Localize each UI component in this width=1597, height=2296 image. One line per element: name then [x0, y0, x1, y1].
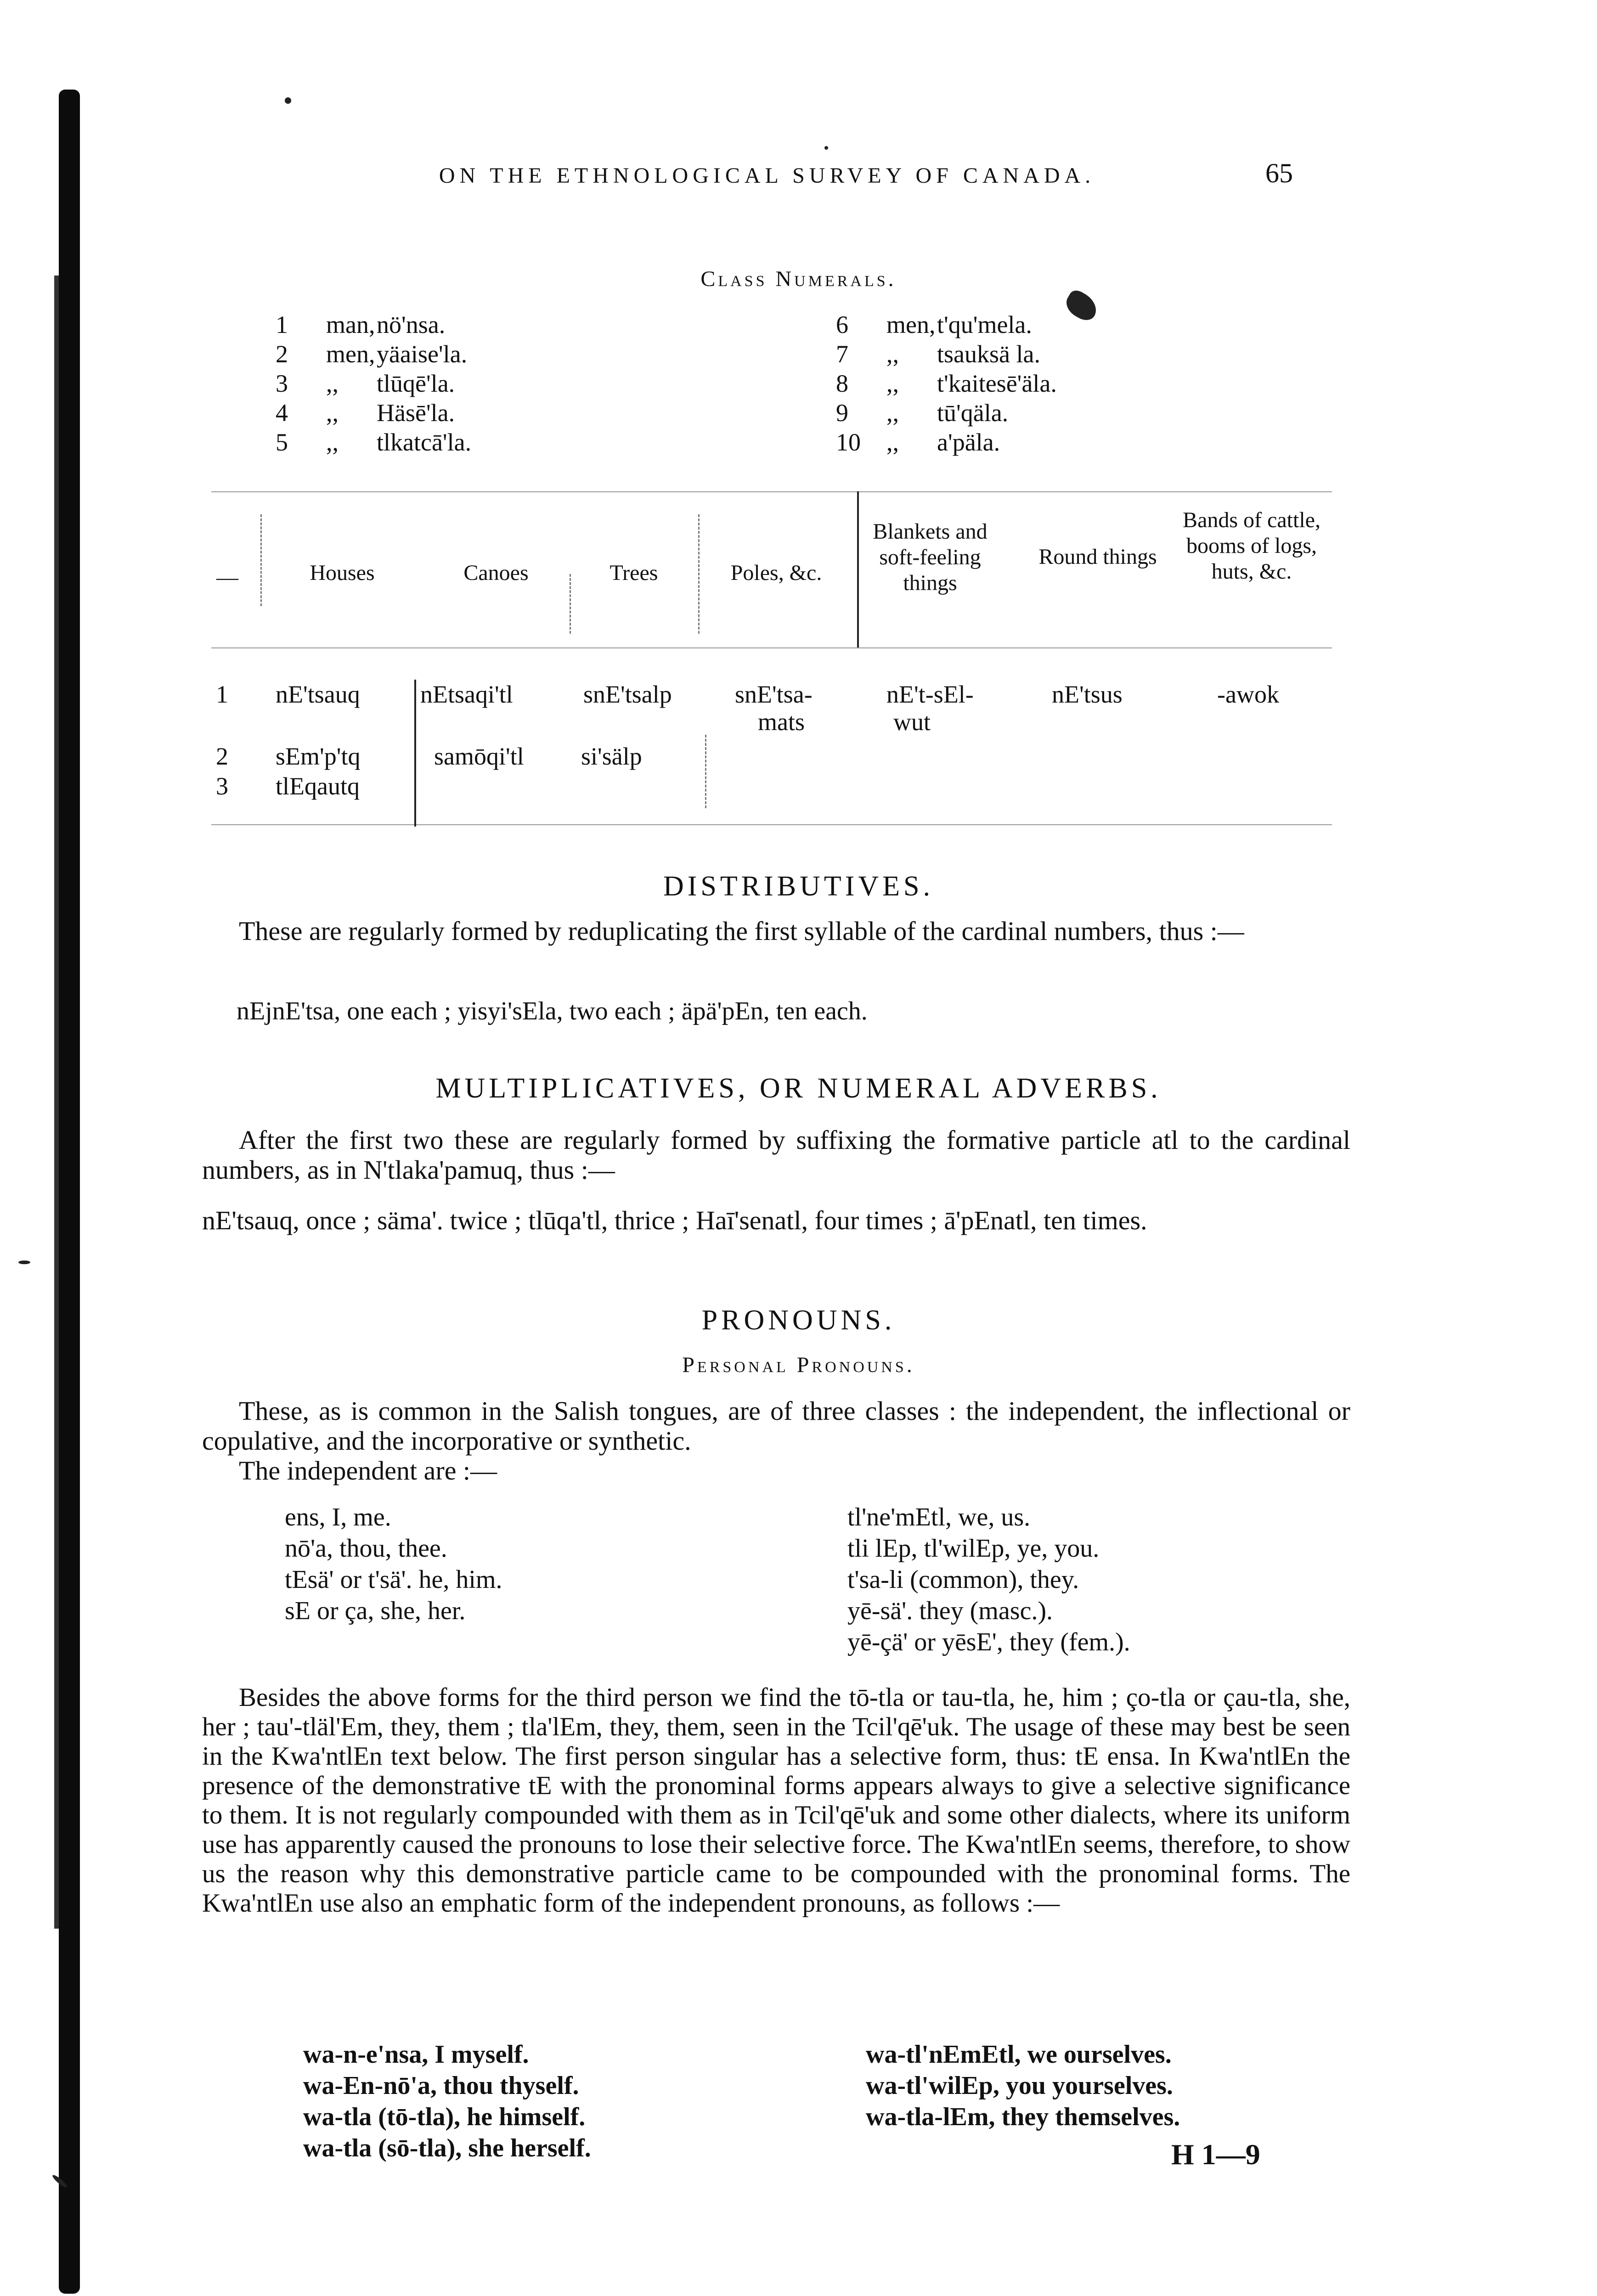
numeral-row: 1 man,nö'nsa.	[276, 311, 446, 338]
emphatic-pronouns-left	[303, 2039, 591, 2164]
table-cell-canoes: nEtsaqi'tl	[420, 681, 513, 708]
column-divider	[857, 491, 859, 647]
table-cell-round: nE'tsus	[1052, 681, 1123, 708]
table-cell-trees: si'sälp	[581, 743, 642, 770]
independent-intro: The independent are :—	[239, 1456, 497, 1486]
pronoun-entry: yē-çä' or yēsE', they (fem.).	[847, 1628, 1130, 1656]
pronoun-entry: wa-tla-lEm, they themselves.	[866, 2103, 1180, 2131]
column-divider	[698, 514, 701, 634]
multiplicatives-heading: MULTIPLICATIVES, OR NUMERAL ADVERBS.	[435, 1073, 1162, 1104]
table-cell-canoes: samōqi'tl	[434, 743, 524, 770]
table-header-bands: Bands of cattle, booms of logs, huts, &c.	[1183, 508, 1320, 584]
pronoun-entry: nō'a, thou, thee.	[285, 1534, 447, 1563]
table-cell-blankets: nE't-sEl-	[886, 681, 974, 708]
column-divider	[414, 680, 416, 827]
table-header-round: Round things	[1038, 545, 1157, 569]
table-header-rule	[211, 647, 1332, 648]
distributives-paragraph: These are regularly formed by reduplicating the first syllable of the cardinal numbers, thus :—	[239, 916, 1244, 946]
pronoun-entry: wa-En-nō'a, thou thyself.	[303, 2071, 579, 2100]
pronoun-entry: wa-tla (sō-tla), she herself.	[303, 2134, 591, 2162]
pronoun-entry: wa-tla (tō-tla), he himself.	[303, 2103, 586, 2131]
pronouns-intro-paragraph: These, as is common in the Salish tongues, are of three classes : the independent, the inflectional or copulative, and the incorporative or synthetic.	[202, 1396, 1350, 1456]
binding-edge	[59, 90, 80, 2294]
pronoun-entry: wa-tl'wilEp, you yourselves.	[866, 2071, 1173, 2100]
distributives-example: nEjnE'tsa, one each ; yisyi'sEla, two each ; äpä'pEn, ten each.	[237, 997, 868, 1025]
pronouns-heading: PRONOUNS.	[701, 1305, 896, 1336]
table-cell-trees: snE'tsalp	[583, 681, 672, 708]
table-cell-number: 1	[216, 681, 228, 708]
pronoun-entry: sE or ça, she, her.	[285, 1597, 466, 1625]
emphatic-pronouns-right	[866, 2039, 1180, 2133]
table-header-houses: Houses	[310, 561, 375, 585]
column-divider	[260, 514, 263, 606]
numerals-left-column	[276, 310, 471, 457]
pronoun-entry: t'sa-li (common), they.	[847, 1565, 1079, 1594]
running-title: ON THE ETHNOLOGICAL SURVEY OF CANADA.	[439, 163, 1095, 188]
independent-pronouns-right	[847, 1502, 1130, 1658]
table-cell-poles: snE'tsa-	[735, 681, 813, 708]
pronoun-entry: wa-tl'nEmEtl, we ourselves.	[866, 2040, 1172, 2069]
column-divider	[705, 735, 708, 808]
table-header-poles: Poles, &c.	[730, 561, 822, 585]
table-cell-poles-cont: mats	[758, 708, 805, 736]
multiplicatives-paragraph: After the first two these are regularly formed by suffixing the formative particle atl to the cardinal numbers, as in N'tlaka'pamuq, thus :—	[202, 1125, 1350, 1185]
numeral-row: 6 men,t'qu'mela.	[836, 311, 1032, 338]
pronoun-entry: tEsä' or t'sä'. he, him.	[285, 1565, 502, 1594]
pronoun-entry: wa-n-e'nsa, I myself.	[303, 2040, 529, 2069]
multiplicatives-example: nE'tsauq, once ; säma'. twice ; tlūqa'tl, thrice ; Haī'senatl, four times ; ā'pEnatl, ten times.	[202, 1205, 1147, 1235]
page-number: 65	[1265, 158, 1293, 188]
distributives-heading: DISTRIBUTIVES.	[663, 871, 934, 902]
scan-speck	[18, 1261, 30, 1264]
pronoun-entry: tli lEp, tl'wilEp, ye, you.	[847, 1534, 1100, 1563]
table-cell-houses: sEm'p'tq	[276, 743, 361, 770]
ink-blot	[1062, 287, 1102, 324]
table-cell-number: 3	[216, 772, 228, 800]
numeral-row: 2 men,yäaise'la.	[276, 340, 468, 368]
numerals-right-column	[836, 310, 1057, 457]
personal-pronouns-subheading: Personal Pronouns.	[682, 1353, 915, 1377]
table-cell-houses: nE'tsauq	[276, 681, 360, 708]
scan-speck	[824, 146, 828, 150]
pronoun-entry: ens, I, me.	[285, 1503, 391, 1531]
numeral-row: 5 ,, tlkatcā'la.	[276, 428, 472, 456]
numeral-row: 7 ,, tsauksä la.	[836, 340, 1040, 368]
numeral-row: 9 ,, tū'qäla.	[836, 399, 1009, 427]
table-top-rule	[211, 491, 1332, 492]
table-header-blank: —	[216, 565, 238, 590]
scan-speck	[285, 97, 291, 104]
table-cell-bands: -awok	[1217, 681, 1279, 708]
numeral-row: 10 ,, a'päla.	[836, 428, 1000, 456]
independent-pronouns-left	[285, 1502, 502, 1626]
column-divider	[570, 574, 572, 634]
table-header-blankets: Blankets and soft-feeling things	[873, 519, 988, 595]
table-cell-blankets-cont: wut	[893, 708, 931, 736]
numeral-row: 8 ,, t'kaitesē'äla.	[836, 370, 1057, 397]
signature-mark: H 1—9	[1171, 2138, 1260, 2171]
numeral-row: 3 ,, tlūqē'la.	[276, 370, 455, 397]
class-numerals-title: Class Numerals.	[700, 267, 897, 291]
third-person-paragraph: Besides the above forms for the third person we find the tō-tla or tau-tla, he, him ; ço-tla or çau-tla, she, her ; tau'-tläl'Em, they, them ; tla'lEm, they, them, seen in the Tcil'qē'uk. The usage of these may best be seen in the Kwa'ntlEn text below. The first person singular has a selective form, thus: tE ensa. In Kwa'ntlEn the presence of the demonstrative tE with the pronominal forms appears always to give a selective significance to them. It is not regularly compounded with them as in Tcil'qē'uk and some other dialects, where its uniform use has apparently caused the pronouns to lose their selective force. The Kwa'ntlEn seems, therefore, to show us the reason why this demonstrative particle came to be compounded with the pronominal forms. The Kwa'ntlEn use also an emphatic form of the independent pronouns, as follows :—	[202, 1683, 1350, 1918]
numeral-row: 4 ,, Häsē'la.	[276, 399, 455, 427]
pronoun-entry: tl'ne'mEtl, we, us.	[847, 1503, 1031, 1531]
table-cell-number: 2	[216, 743, 228, 770]
table-header-canoes: Canoes	[463, 561, 529, 585]
pronoun-entry: yē-sä'. they (masc.).	[847, 1597, 1053, 1625]
table-bottom-rule	[211, 824, 1332, 825]
table-header-trees: Trees	[609, 561, 658, 585]
table-cell-houses: tlEqautq	[276, 772, 360, 800]
